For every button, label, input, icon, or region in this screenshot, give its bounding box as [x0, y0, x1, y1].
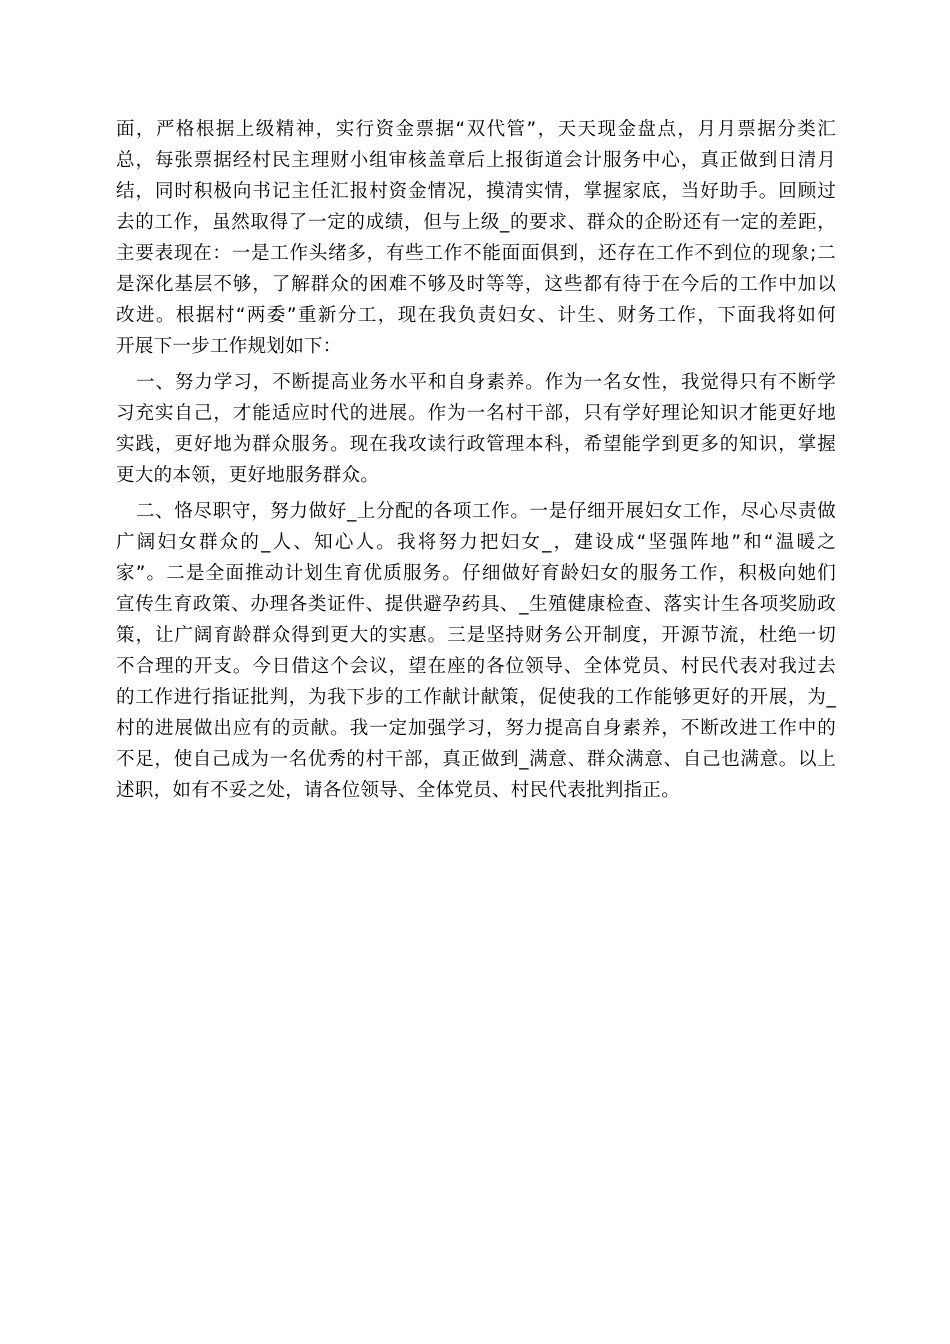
text-line: 宣传生育政策、办理各类证件、提供避孕药具、_生殖健康检查、落实计生各项奖励政 [116, 594, 836, 615]
text-line: 家”。二是全面推动计划生育优质服务。仔细做好育龄妇女的服务工作，积极向她们 [116, 563, 836, 584]
text-line: 去的工作，虽然取得了一定的成绩，但与上级_的要求、群众的企盼还有一定的差距， [116, 212, 836, 233]
paragraph-2 [116, 367, 836, 491]
text-line: 习充实自己，才能适应时代的进展。作为一名村干部，只有学好理论知识才能更好地 [116, 403, 836, 424]
text-line: 策，让广阔育龄群众得到更大的实惠。三是坚持财务公开制度，开源节流，杜绝一切 [116, 625, 836, 646]
text-line: 实践，更好地为群众服务。现在我攻读行政管理本科，希望能学到更多的知识，掌握 [116, 434, 836, 455]
text-line: 开展下一步工作规划如下： [116, 336, 342, 357]
text-line: 更大的本领，更好地服务群众。 [116, 465, 380, 486]
text-line: 广阔妇女群众的_人、知心人。我将努力把妇女_，建设成“坚强阵地”和“温暖之 [116, 532, 836, 553]
text-line: 改进。根据村“两委”重新分工，现在我负责妇女、计生、财务工作，下面我将如何 [116, 305, 836, 326]
text-line: 是深化基层不够，了解群众的困难不够及时等等，这些都有待于在今后的工作中加以 [116, 274, 836, 295]
text-line: 面，严格根据上级精神，实行资金票据“双代管”，天天现金盘点，月月票据分类汇 [116, 119, 836, 140]
document-body [116, 114, 836, 806]
text-line: 主要表现在：一是工作头绪多，有些工作不能面面俱到，还存在工作不到位的现象;二 [116, 243, 836, 264]
text-line: 述职，如有不妥之处，请各位领导、全体党员、村民代表批判指正。 [116, 780, 681, 801]
text-line: 不合理的开支。今日借这个会议，望在座的各位领导、全体党员、村民代表对我过去 [116, 656, 836, 677]
text-line: 一、努力学习，不断提高业务水平和自身素养。作为一名女性，我觉得只有不断学 [136, 372, 836, 393]
text-line: 总，每张票据经村民主理财小组审核盖章后上报街道会计服务中心，真正做到日清月 [116, 150, 836, 171]
text-line: 不足，使自己成为一名优秀的村干部，真正做到_满意、群众满意、自己也满意。以上 [116, 749, 836, 770]
paragraph-1 [116, 114, 836, 362]
text-line: 结，同时积极向书记主任汇报村资金情况，摸清实情，掌握家底，当好助手。回顾过 [116, 181, 836, 202]
text-line: 的工作进行指证批判，为我下步的工作献计献策，促使我的工作能够更好的开展，为_ [116, 687, 836, 708]
text-line: 村的进展做出应有的贡献。我一定加强学习，努力提高自身素养，不断改进工作中的 [116, 718, 836, 739]
text-line: 二、恪尽职守，努力做好_上分配的各项工作。一是仔细开展妇女工作，尽心尽责做 [136, 501, 836, 522]
paragraph-3 [116, 496, 836, 806]
